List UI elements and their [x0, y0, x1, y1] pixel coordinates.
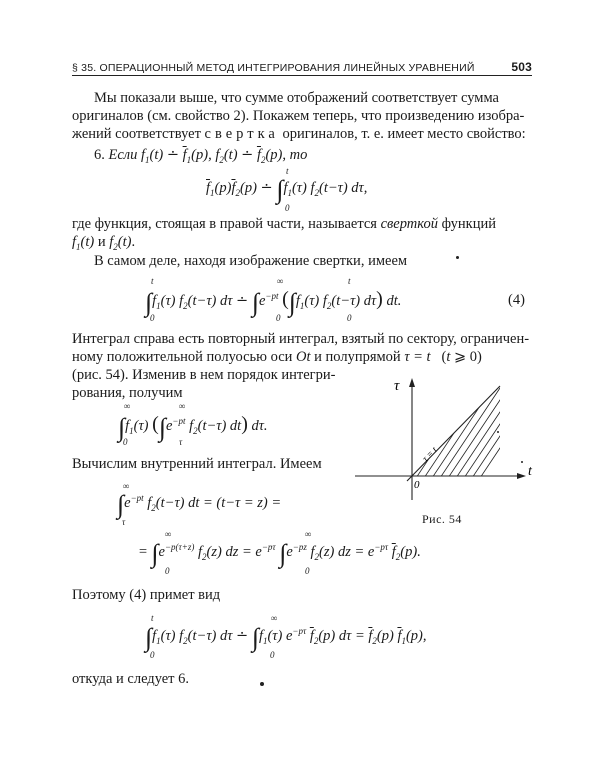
running-title: § 35. ОПЕРАЦИОННЫЙ МЕТОД ИНТЕГРИРОВАНИЯ ЛИНЕЙНЫХ УРАВНЕНИЙ	[72, 62, 475, 74]
property-6-statement: 6. Если $f_1(t)$ ∸ $\overline{f}_1(p)$, $f_2(t)$ ∸ $\overline{f}_2(p)$, то	[94, 147, 308, 165]
formula-convolution-image: $\overline{f}_1(p)\overline{f}_2(p)$ ∸ $\int f_1(\tau)$ $f_2(t-\tau)$ dτ,	[206, 175, 368, 204]
eq4-int3-upper: t	[348, 276, 351, 286]
final-int1-upper: t	[151, 613, 154, 623]
int-lower-0: 0	[285, 203, 290, 213]
para7-line1: откуда и следует 6.	[72, 671, 190, 687]
swap-int2-lower: τ	[179, 437, 183, 447]
inner-int-lower: τ	[122, 517, 126, 527]
equation-4: $\int f_1(\tau)$ $f_2(t-\tau)$ dτ ∸ $\int e^{-pt}$ ($\int f_1(\tau)$ $f_2(t-\tau)$ dτ) dt.	[145, 288, 402, 317]
para6-line1: Поэтому (4) примет вид	[72, 587, 221, 603]
subst-int1-upper: ∞	[165, 529, 172, 539]
para5-line1: Вычислим внутренний интеграл. Имеем	[72, 456, 322, 472]
inner-int-upper: ∞	[123, 481, 130, 491]
scan-speck	[260, 682, 264, 686]
final-int1-lower: 0	[150, 650, 155, 660]
speck	[497, 431, 499, 433]
axis-tau-label: τ	[394, 378, 400, 394]
para4-line4: рования, получим	[72, 385, 183, 401]
eq4-int3-lower: 0	[347, 313, 352, 323]
swap-int1-upper: ∞	[124, 401, 131, 411]
para2-line1: где функция, стоящая в правой части, называется сверткой функций	[72, 216, 496, 232]
para1-line3: жений соответствует свертка оригиналов, т. е. имеет место свойство:	[72, 126, 526, 142]
para3-line1: В самом деле, находя изображение свертки, имеем	[94, 253, 408, 269]
formula-inner-integral: $\int e^{-pt}$ $f_2(t-\tau)$ dt = (t−τ = z) =	[117, 490, 282, 519]
swap-int2-upper: ∞	[179, 401, 186, 411]
int-upper-t: t	[286, 166, 289, 176]
speck	[521, 461, 523, 463]
line-label: τ = t	[420, 444, 439, 464]
formula-substitution-result: = $\int e^{-p(\tau+z)}$ $f_2(z)$ dz = $e^{-p\tau}$ $\int e^{-pz}$ $f_2(z)$ dz = $e^{-p\tau}$ $\overline{f}_2(p)$.	[138, 539, 421, 568]
eq4-int1-upper: t	[151, 276, 154, 286]
subst-int2-lower: 0	[305, 566, 310, 576]
swap-int1-lower: 0	[123, 437, 128, 447]
eq4-int1-lower: 0	[150, 313, 155, 323]
para4-line2: ному положительной полуосью оси Ot и полупрямой τ = t (t ⩾ 0)	[72, 349, 482, 365]
eq4-int2-upper: ∞	[277, 276, 284, 286]
para2-line2: $f_1(t)$ и $f_2(t)$.	[72, 234, 136, 252]
para4-line3: (рис. 54). Изменив в нем порядок интегри-	[72, 367, 336, 383]
formula-final: $\int f_1(\tau)$ $f_2(t-\tau)$ dτ ∸ $\int f_1(\tau)$ $e^{-p\tau}$ $\overline{f}_2(p) d\tau = \overline{f}_2(p)$ $\overline{f}_1(p)$,	[145, 623, 427, 652]
sector-hatching	[400, 370, 540, 490]
equation-4-label: (4)	[508, 292, 525, 308]
subst-int1-lower: 0	[165, 566, 170, 576]
running-header	[72, 60, 532, 74]
origin-label: 0	[414, 479, 420, 491]
figure-54-caption: Рис. 54	[422, 512, 462, 526]
figure-54	[350, 370, 540, 510]
page-number: 503	[511, 60, 532, 74]
header-rule	[72, 75, 532, 76]
para1-line1: Мы показали выше, что сумме отображений соответствует сумма	[94, 90, 499, 106]
scan-speck	[456, 256, 459, 259]
axis-t-label: t	[528, 464, 532, 479]
term-svertka: свертка	[204, 126, 279, 142]
formula-swapped-order: $\int f_1(\tau)$ ($\int e^{-pt}$ $f_2(t-\tau)$ dt) dτ.	[118, 413, 268, 442]
para1-line2: оригиналов (см. свойство 2). Покажем теперь, что произведению изобра-	[72, 108, 525, 124]
tau-axis-arrow	[409, 378, 415, 387]
final-int2-lower: 0	[270, 650, 275, 660]
t-axis-arrow	[517, 473, 526, 479]
subst-int2-upper: ∞	[305, 529, 312, 539]
term-svertkoy: сверткой	[380, 216, 438, 232]
final-int2-upper: ∞	[271, 613, 278, 623]
eq4-int2-lower: 0	[276, 313, 281, 323]
para4-line1: Интеграл справа есть повторный интеграл, взятый по сектору, ограничен-	[72, 331, 530, 347]
